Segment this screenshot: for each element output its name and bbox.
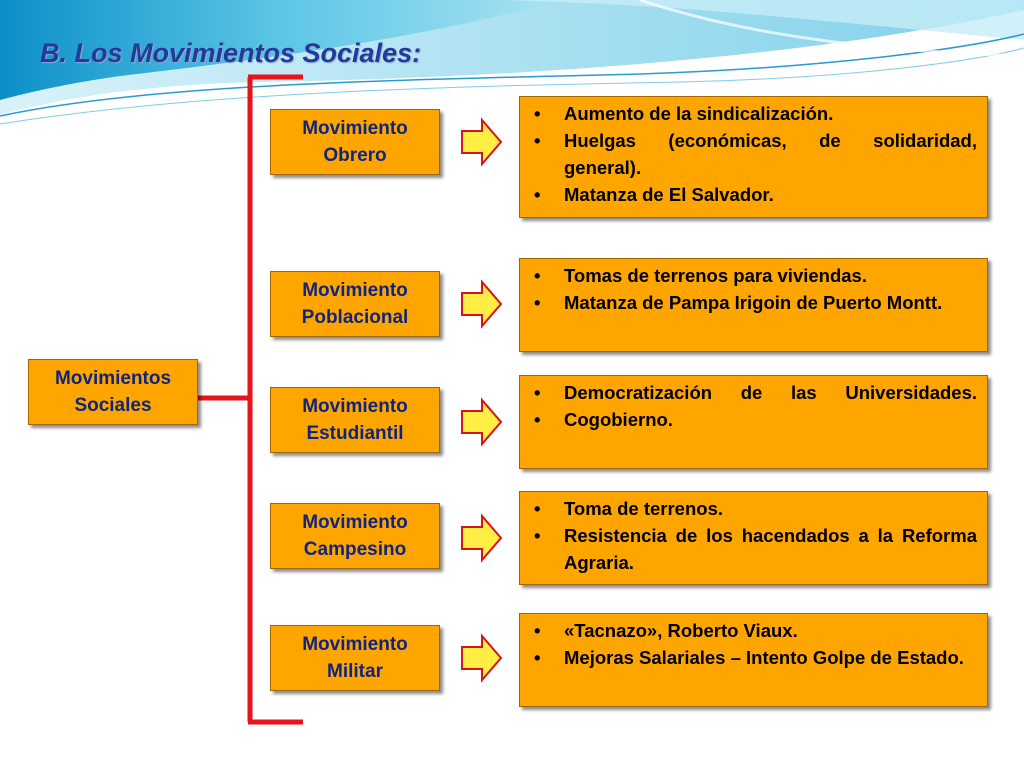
movement-label-line2: Militar <box>327 661 383 682</box>
movement-label-line2: Campesino <box>303 539 407 560</box>
arrow-right-icon <box>460 117 504 167</box>
movement-label-line2: Estudiantil <box>306 423 404 444</box>
movement-estudiantil-box <box>270 387 440 453</box>
movement-campesino-box <box>270 503 440 569</box>
root-node-line1: Movimientos <box>54 368 172 389</box>
movement-label-line1: Movimiento <box>302 634 408 655</box>
arrow-right-icon <box>460 513 504 563</box>
movement-poblacional-box <box>270 271 440 337</box>
movement-estudiantil-details <box>519 375 988 469</box>
movement-militar-box <box>270 625 440 691</box>
bullet-item: • Aumento de la sindicalización. <box>534 103 834 124</box>
movement-label-line2: Obrero <box>323 145 387 166</box>
slide-title: B. Los Movimientos Sociales: <box>40 38 422 68</box>
movement-label-line1: Movimiento <box>302 396 408 417</box>
movement-label-line1: Movimiento <box>302 118 408 139</box>
root-node-movimientos-sociales <box>28 359 198 425</box>
bullet-item: • Matanza de El Salvador. <box>534 184 774 205</box>
movement-label-line1: Movimiento <box>302 512 408 533</box>
arrow-right-icon <box>460 279 504 329</box>
bullet-item: • Matanza de Pampa Irigoin de Puerto Montt. <box>534 292 943 313</box>
bullet-item: • Toma de terrenos. <box>534 498 724 519</box>
movement-obrero-box <box>270 109 440 175</box>
movement-obrero-details <box>519 96 988 218</box>
bullet-item: • Huelgas (económicas, de solidaridad, general). <box>534 130 977 178</box>
movement-militar-details <box>519 613 988 707</box>
arrow-right-icon <box>460 633 504 683</box>
bullet-item: • Resistencia de los hacendados a la Reforma Agraria. <box>534 525 977 573</box>
bullet-item: • Tomas de terrenos para viviendas. <box>534 265 867 286</box>
movement-poblacional-details <box>519 258 988 352</box>
movement-campesino-details <box>519 491 988 585</box>
movement-label-line1: Movimiento <box>302 280 408 301</box>
arrow-right-icon <box>460 397 504 447</box>
bullet-item: • Democratización de las Universidades. <box>534 382 977 403</box>
bullet-item: • Mejoras Salariales – Intento Golpe de Estado. <box>534 647 964 668</box>
bullet-item: • Cogobierno. <box>534 409 673 430</box>
root-node-line2: Sociales <box>74 395 152 416</box>
bullet-item: • «Tacnazo», Roberto Viaux. <box>534 620 798 641</box>
movement-label-line2: Poblacional <box>301 307 409 328</box>
